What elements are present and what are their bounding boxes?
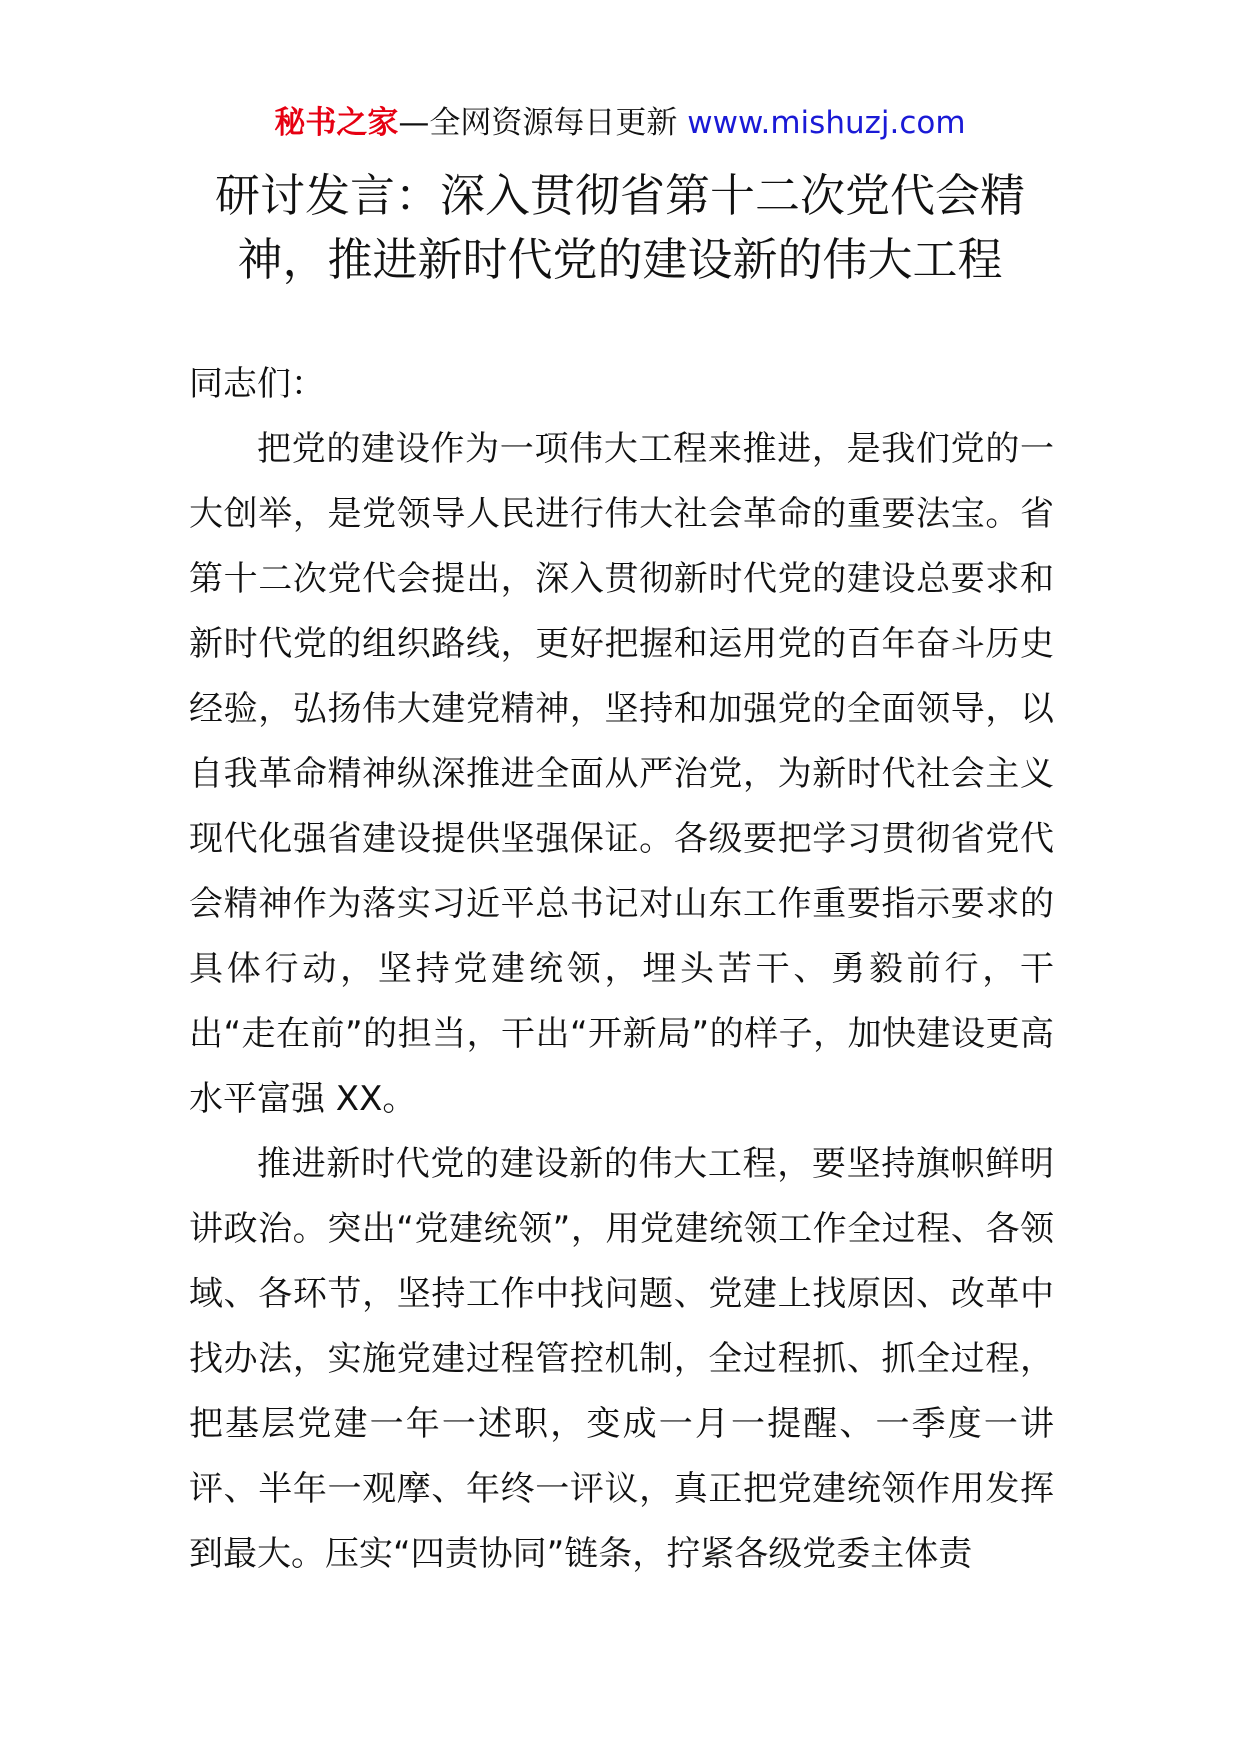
site-brand: 秘书之家	[274, 105, 399, 141]
body-paragraph: 推进新时代党的建设新的伟大工程，要坚持旗帜鲜明讲政治。突出“党建统领”，用党建统领工作全过程、各领域、各环节，坚持工作中找问题、党建上找原因、改革中找办法，实施党建过程管控机制，全过程抓、抓全过程，把基层党建一年一述职，变成一月一提醒、一季度一讲评、半年一观摩、年终一评议，真正把党建统领作用发挥到最大。压实“四责协同”链条，拧紧各级党委主体责	[189, 1144, 1054, 1574]
site-tagline: —全网资源每日更新	[398, 105, 678, 141]
document-title: 研讨发言：深入贯彻省第十二次党代会精神，推进新时代党的建设新的伟大工程	[214, 169, 1025, 286]
body-paragraph: 把党的建设作为一项伟大工程来推进，是我们党的一大创举，是党领导人民进行伟大社会革命的重要法宝。省第十二次党代会提出，深入贯彻新时代党的建设总要求和新时代党的组织路线，更好把握和运用党的百年奋斗历史经验，弘扬伟大建党精神，坚持和加强党的全面领导，以自我革命精神纵深推进全面从严治党，为新时代社会主义现代化强省建设提供坚强保证。各级要把学习贯彻省党代会精神作为落实习近平总书记对山东工作重要指示要求的具体行动，坚持党建统领，埋头苦干、勇毅前行，干出“走在前”的担当，干出“开新局”的样子，加快建设更高水平富强 XX。	[189, 429, 1054, 1119]
site-header	[0, 103, 1240, 143]
salutation: 同志们：	[189, 364, 325, 404]
document-body	[189, 352, 1054, 1587]
site-url-link[interactable]: www.mishuzj.com	[687, 105, 966, 141]
